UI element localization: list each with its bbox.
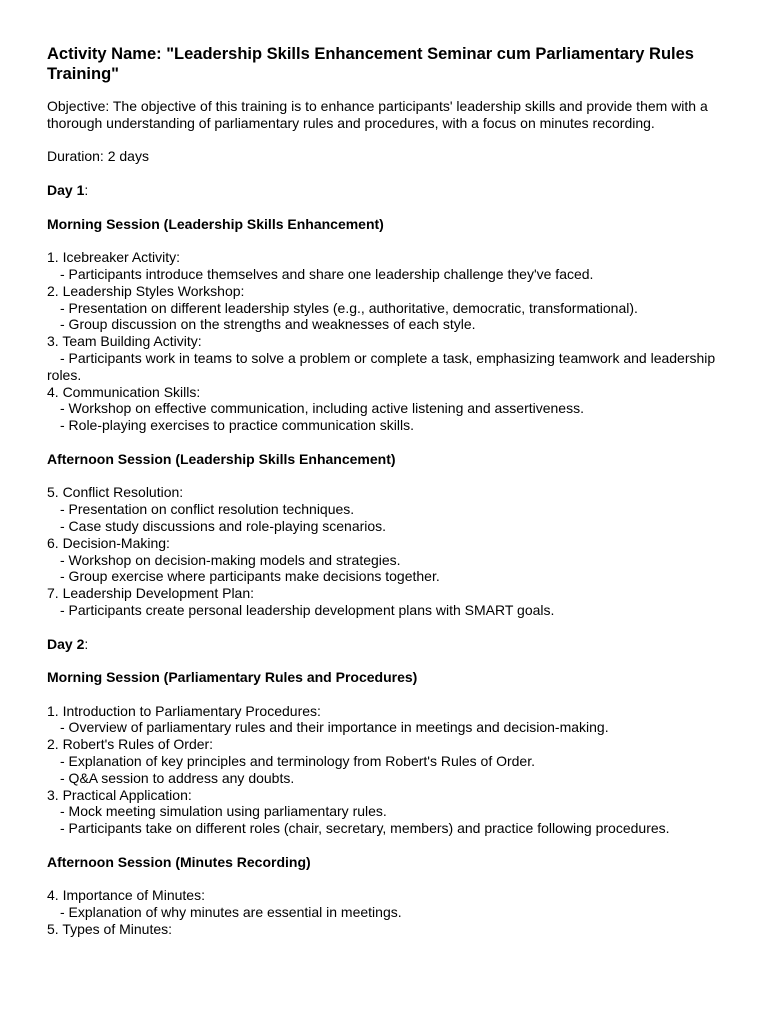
- list-item-title: 5. Types of Minutes:: [47, 921, 173, 938]
- list-sub-item: [47, 400, 727, 417]
- day-label: Day 1: [47, 181, 85, 198]
- list-sub-item: [47, 770, 727, 787]
- session-heading: Afternoon Session (Minutes Recording): [47, 853, 311, 870]
- day-label: Day 2: [47, 635, 85, 652]
- sub-item-text: - Group exercise where participants make decisions together.: [60, 568, 440, 585]
- list-sub-item: [47, 904, 727, 921]
- list-sub-item: [47, 719, 727, 736]
- session-item-list: [47, 249, 727, 434]
- day-label-colon: :: [84, 181, 89, 198]
- session-heading: Afternoon Session (Leadership Skills Enhancement): [47, 450, 396, 467]
- session-item-list: [47, 887, 727, 937]
- sub-item-text: - Participants create personal leadership development plans with SMART goals.: [60, 601, 555, 618]
- list-sub-item: [47, 501, 727, 518]
- document-title: Activity Name: "Leadership Skills Enhancement Seminar cum Parliamentary Rules Training": [47, 45, 708, 83]
- sub-item-text: - Workshop on decision-making models and strategies.: [60, 551, 401, 568]
- list-sub-item: [47, 803, 727, 820]
- sub-item-text: - Q&A session to address any doubts.: [60, 769, 295, 786]
- session-heading: Morning Session (Leadership Skills Enhancement): [47, 215, 384, 232]
- list-item-title: 6. Decision-Making:: [47, 534, 170, 551]
- objective-text: Objective: The objective of this training is to enhance participants' leadership skills and provide them with a thorough understanding of parliamentary rules and procedures, with a focus on minutes recording.: [47, 98, 708, 131]
- sub-item-text: - Participants introduce themselves and share one leadership challenge they've faced.: [60, 265, 594, 282]
- list-sub-item: [47, 300, 727, 317]
- sub-item-text: - Participants work in teams to solve a problem or complete a task, emphasizing teamwork and leadership roles.: [47, 349, 720, 383]
- list-sub-item: [47, 518, 727, 535]
- schedule: [47, 182, 727, 938]
- session-item-list: [47, 484, 727, 618]
- list-item-title: 3. Practical Application:: [47, 786, 192, 803]
- session-heading: Morning Session (Parliamentary Rules and Procedures): [47, 669, 418, 686]
- sub-item-text: - Group discussion on the strengths and weaknesses of each style.: [60, 316, 476, 333]
- list-item-title: 4. Communication Skills:: [47, 383, 201, 400]
- list-item-title: 2. Leadership Styles Workshop:: [47, 282, 245, 299]
- sub-item-text: - Workshop on effective communication, including active listening and assertiveness.: [60, 400, 584, 417]
- list-sub-item: [47, 266, 727, 283]
- list-item-title: 1. Introduction to Parliamentary Procedures:: [47, 702, 321, 719]
- day-heading: [47, 182, 727, 199]
- sub-item-text: - Participants take on different roles (chair, secretary, members) and practice following procedures.: [60, 820, 670, 837]
- list-sub-item: [47, 602, 727, 619]
- sub-item-text: - Presentation on conflict resolution techniques.: [60, 501, 355, 518]
- list-sub-item: [47, 417, 727, 434]
- document-page: [47, 44, 727, 955]
- sub-item-text: - Role-playing exercises to practice communication skills.: [60, 417, 415, 434]
- list-sub-item: [47, 350, 727, 384]
- list-sub-item: [47, 568, 727, 585]
- session-item-list: [47, 703, 727, 837]
- list-sub-item: [47, 753, 727, 770]
- sub-item-text: - Overview of parliamentary rules and their importance in meetings and decision-making.: [60, 719, 609, 736]
- sub-item-text: - Mock meeting simulation using parliamentary rules.: [60, 803, 387, 820]
- day-label-colon: :: [84, 635, 89, 652]
- sub-item-text: - Explanation of why minutes are essential in meetings.: [60, 904, 402, 921]
- list-sub-item: [47, 820, 727, 837]
- list-item-title: 5. Conflict Resolution:: [47, 484, 184, 501]
- list-item-title: 7. Leadership Development Plan:: [47, 585, 255, 602]
- list-item-title: 3. Team Building Activity:: [47, 333, 202, 350]
- list-item-title: 4. Importance of Minutes:: [47, 887, 205, 904]
- sub-item-text: - Explanation of key principles and terminology from Robert's Rules of Order.: [60, 753, 536, 770]
- duration-text: Duration: 2 days: [47, 148, 149, 165]
- list-item-title: 2. Robert's Rules of Order:: [47, 736, 214, 753]
- list-item-title: 1. Icebreaker Activity:: [47, 249, 181, 266]
- sub-item-text: - Presentation on different leadership styles (e.g., authoritative, democratic, transformational).: [60, 299, 638, 316]
- sub-item-text: - Case study discussions and role-playing scenarios.: [60, 517, 387, 534]
- day-heading: [47, 636, 727, 653]
- list-sub-item: [47, 552, 727, 569]
- list-sub-item: [47, 316, 727, 333]
